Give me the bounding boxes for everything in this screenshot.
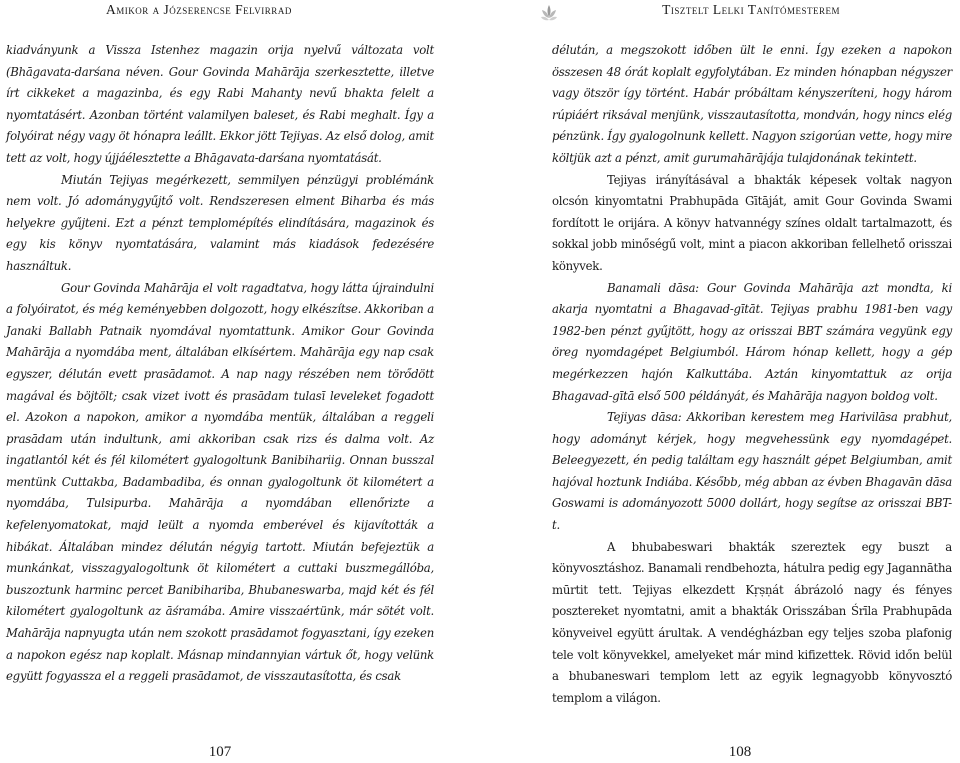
- paragraph: Banamali dāsa: Gour Govinda Mahārāja azt mondta, ki akarja nyomtatni a Bhagavad-gītāt. Tejiyas prabhu 1981-ben vagy 1982-ben pénzt gyűjtött, hogy az orisszai BBT számára vegyünk egy öreg nyomdagépet Belgiumból. Három hónap kellett, hogy a gép megérkezzen hajón Kalkuttába. Aztán kinyomtattuk az orija Bhagavad-gītā első 500 példányát, és Mahārāja nagyon boldog volt.: [552, 280, 952, 403]
- right-page-body: [552, 40, 952, 709]
- paragraph: A bhubabeswari bhakták szereztek egy buszt a könyvosztáshoz. Banamali rendbehozta, hátulra pedig egy Jagannātha mūrtit tett. Tejiyas elkezdett Kṛṣṇát ábrázoló nagy és fényes posztereket nyomtatni, amit a bhakták Orisszában Śrīla Prabhupāda könyveivel együtt árultak. A vendégházban egy teljes szoba plafonig tele volt könyvekkel, amelyeket már mind kifizettek. Rövid időn belül a bhubaneswari templom lett az egyik legnagyobb könyvosztó templom a világon.: [552, 539, 952, 705]
- paragraph: Gour Govinda Mahārāja el volt ragadtatva, hogy látta újraindulni a folyóiratot, és még keményebben dolgozott, hogy elkészítse. Akkoriban a Janaki Ballabh Patnaik nyomdával nyomtattunk. Amikor Gour Govinda Mahārāja a nyomdába ment, általában elkísértem. Mahārāja egy nap csak egyszer, délután evett prasādamot. A nap nagy részében nem törődött magával és böjtölt; csak vizet ivott és prasādam tulasī leveleket fogadott el. Azokon a napokon, amikor a nyomdába mentük, általában a reggeli prasādam után indultunk, ami akkoriban csak rizs és dalma volt. Az ingatlantól két és fél kilométert gyalogoltunk Banibihariig. Onnan busszal mentünk Cuttakba, Badambadiba, és onnan gyalogoltunk öt kilométert a nyomdába, Tulsipurba. Mahārāja a nyomdában ellenőrizte a kefelenyomatokat, majd leült a nyomda emberével és kijavították a hibákat. Általában mindez délután négyig tartott. Miután befejeztük a munkánkat, visszagyalogoltunk öt kilométert a cuttaki buszmegállóba, buszoztunk harminc percet Banibihariba, Bhubaneswarba, majd két és fél kilométert gyalogoltunk az āśramába. Amire visszaértünk, már sötét volt. Mahārāja napnyugta után nem szokott prasādamot fogyasztani, így ezeken a napokon egész nap koplalt. Másnap mindannyian vártuk őt, hogy velünk együtt fogyassza el a reggeli prasādamot, de visszautasította, és csak: [6, 280, 434, 684]
- left-page-body: [6, 40, 434, 688]
- paragraph: Tejiyas irányításával a bhakták képesek voltak nagyon olcsón kinyomtatni Prabhupāda Gītāját, amit Gour Govinda Swami fordított le orijára. A könyv hatvannégy színes oldalt tartalmazott, és sokkal jobb minőségű volt, mint a piacon akkoriban fellelhető orisszai könyvek.: [552, 172, 952, 273]
- running-head-right: Tisztelt Lelki Tanítómesterem: [662, 2, 840, 17]
- page-number-right: 108: [728, 744, 752, 760]
- paragraph: Miután Tejiyas megérkezett, semmilyen pénzügyi problémánk nem volt. Jó adománygyűjtő volt. Rendszeresen elment Biharba és más helyekre gyűjteni. Ezt a pénzt templomépítés elindítására, magazinok és egy kis könyv nyomtatására, valamint más kiadások fedezésére használtuk.: [6, 172, 434, 273]
- running-head-left: Amikor a Józserencse Felvirrad: [106, 2, 292, 17]
- right-page: [480, 0, 960, 763]
- page-number-left: 107: [208, 744, 232, 760]
- paragraph: kiadványunk a Vissza Istenhez magazin orija nyelvű változata volt (Bhāgavata-darśana néven. Gour Govinda Mahārāja szerkesztette, illetve írt cikkeket a magazinba, és egy Rabi Mahanty nevű bhakta felelt a nyomtatásért. Azonban történt valamilyen baleset, és Rabi meghalt. Így a folyóirat négy vagy öt hónapra leállt. Ekkor jött Tejiyas. Az első dolog, amit tett az volt, hogy újjáélesztette a Bhāgavata-darśana nyomtatását.: [6, 43, 434, 165]
- paragraph: délután, a megszokott időben ült le enni. Így ezeken a napokon összesen 48 órát koplalt egyfolytában. Ez minden hónapban négyszer vagy ötször így történt. Habár próbáltam kényszeríteni, hogy három rúpiáért riksával menjünk, visszautasította, mondván, hogy nincs elég pénzünk. Így gyalogolnunk kellett. Nagyon szigorúan vette, hogy mire költjük azt a pénzt, amit gurumahārājája tulajdonának tekintett.: [552, 43, 952, 165]
- lotus-ornament-icon: [538, 2, 560, 24]
- paragraph: Tejiyas dāsa: Akkoriban kerestem meg Harivilāsa prabhut, hogy adományt kérjek, hogy megvehessünk egy nyomdagépet. Beleegyezett, én pedig találtam egy használt gépet Belgiumban, amit hajóval hoztunk Indiába. Később, még abban az évben Bhagavān dāsa Goswami is adományozott 5000 dollárt, hogy segítse az orisszai BBT-t.: [552, 410, 952, 533]
